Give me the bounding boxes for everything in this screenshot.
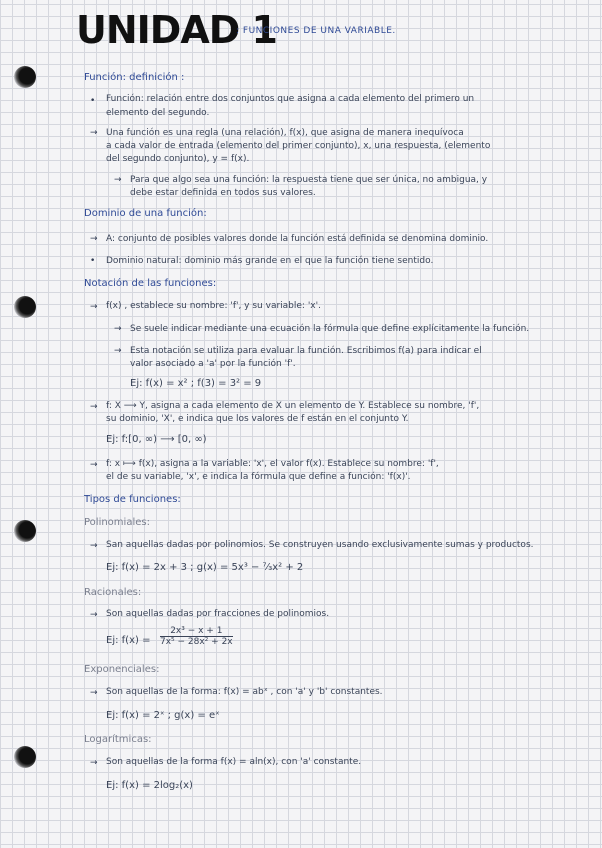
- note-line: Para que algo sea una función: la respuesta tiene que ser única, no ambigua, y: [130, 175, 488, 185]
- note-line: Son aquellas de la forma: f(x) = abˣ , con 'a' y 'b' constantes.: [106, 687, 383, 697]
- note-line: Dominio natural: dominio más grande en el que la función tiene sentido.: [106, 256, 434, 266]
- note-line: el de su variable, 'x', e indica la fórmula que define a función: 'f(x)'.: [106, 472, 411, 482]
- arrow-bullet: →: [90, 402, 98, 412]
- arrow-bullet: →: [90, 688, 98, 698]
- arrow-bullet: →: [90, 541, 98, 551]
- section-heading-dominio: Dominio de una función:: [84, 208, 207, 219]
- fraction-denominator: 7x⁵ − 28x² + 2x: [160, 637, 233, 647]
- section-heading-notacion: Notación de las funciones:: [84, 278, 217, 289]
- binder-hole: [14, 66, 36, 88]
- arrow-bullet: →: [90, 302, 98, 312]
- note-line: f: x ⟼ f(x), asigna a la variable: 'x', el valor f(x). Establece su nombre: 'f',: [106, 459, 439, 469]
- fraction-numerator: 2x³ − x + 1: [160, 626, 233, 637]
- note-line: f(x) , establece su nombre: 'f', y su variable: 'x'.: [106, 301, 321, 311]
- note-line: Son aquellas de la forma f(x) = aln(x), con 'a' constante.: [106, 757, 362, 767]
- arrow-bullet: →: [114, 346, 122, 356]
- example-line: Ej: f:[0, ∞) ⟶ [0, ∞): [106, 434, 207, 445]
- subheading-exponenciales: Exponenciales:: [84, 664, 160, 675]
- section-heading-tipos: Tipos de funciones:: [84, 494, 181, 505]
- note-line: Función: relación entre dos conjuntos que asigna a cada elemento del primero un: [106, 94, 475, 104]
- subheading-polinomiales: Polinomiales:: [84, 517, 150, 528]
- arrow-bullet: →: [90, 460, 98, 470]
- example-line: Ej: f(x) = 2ˣ ; g(x) = eˣ: [106, 710, 220, 721]
- note-line: valor asociado a 'a' por la función 'f'.: [130, 359, 296, 369]
- arrow-bullet: →: [90, 610, 98, 620]
- binder-hole: [14, 520, 36, 542]
- note-line: su dominio, 'X', e indica que los valores de f están en el conjunto Y.: [106, 414, 409, 424]
- fraction: [160, 626, 233, 647]
- note-line: A: conjunto de posibles valores donde la función está definida se denomina dominio.: [106, 234, 489, 244]
- binder-hole: [14, 746, 36, 768]
- example-line: Ej: f(x) =: [106, 635, 151, 646]
- page-title: UNIDAD 1: [76, 8, 277, 52]
- note-line: Son aquellas dadas por fracciones de polinomios.: [106, 609, 330, 619]
- arrow-bullet: →: [114, 175, 122, 185]
- bullet-dot: •: [90, 256, 96, 266]
- section-heading-definicion: Función: definición :: [84, 72, 185, 83]
- subheading-racionales: Racionales:: [84, 587, 142, 598]
- arrow-bullet: →: [90, 758, 98, 768]
- arrow-bullet: →: [114, 324, 122, 334]
- note-line: elemento del segundo.: [106, 108, 210, 118]
- bullet-dot: •: [90, 96, 96, 106]
- arrow-bullet: →: [90, 128, 98, 138]
- subheading-logaritmicas: Logarítmicas:: [84, 734, 152, 745]
- page-subtitle: : FUNCIONES DE UNA VARIABLE.: [236, 26, 396, 36]
- example-line: Ej: f(x) = 2log₂(x): [106, 780, 193, 791]
- note-line: Esta notación se utiliza para evaluar la función. Escribimos f(a) para indicar el: [130, 346, 482, 356]
- note-line: San aquellas dadas por polinomios. Se construyen usando exclusivamente sumas y productos.: [106, 540, 534, 550]
- example-line: Ej: f(x) = x² ; f(3) = 3² = 9: [130, 378, 262, 389]
- note-line: debe estar definida en todos sus valores.: [130, 188, 316, 198]
- note-line: Una función es una regla (una relación), f(x), que asigna de manera inequívoca: [106, 128, 464, 138]
- note-line: a cada valor de entrada (elemento del primer conjunto), x, una respuesta, (elemento: [106, 141, 491, 151]
- note-line: f: X ⟶ Y, asigna a cada elemento de X un elemento de Y. Establece su nombre, 'f',: [106, 401, 480, 411]
- arrow-bullet: →: [90, 234, 98, 244]
- binder-hole: [14, 296, 36, 318]
- example-line: Ej: f(x) = 2x + 3 ; g(x) = 5x³ − ⁷⁄₃x² + 2: [106, 562, 304, 573]
- note-line: Se suele indicar mediante una ecuación la fórmula que define explícitamente la función.: [130, 324, 530, 334]
- note-line: del segundo conjunto), y = f(x).: [106, 154, 250, 164]
